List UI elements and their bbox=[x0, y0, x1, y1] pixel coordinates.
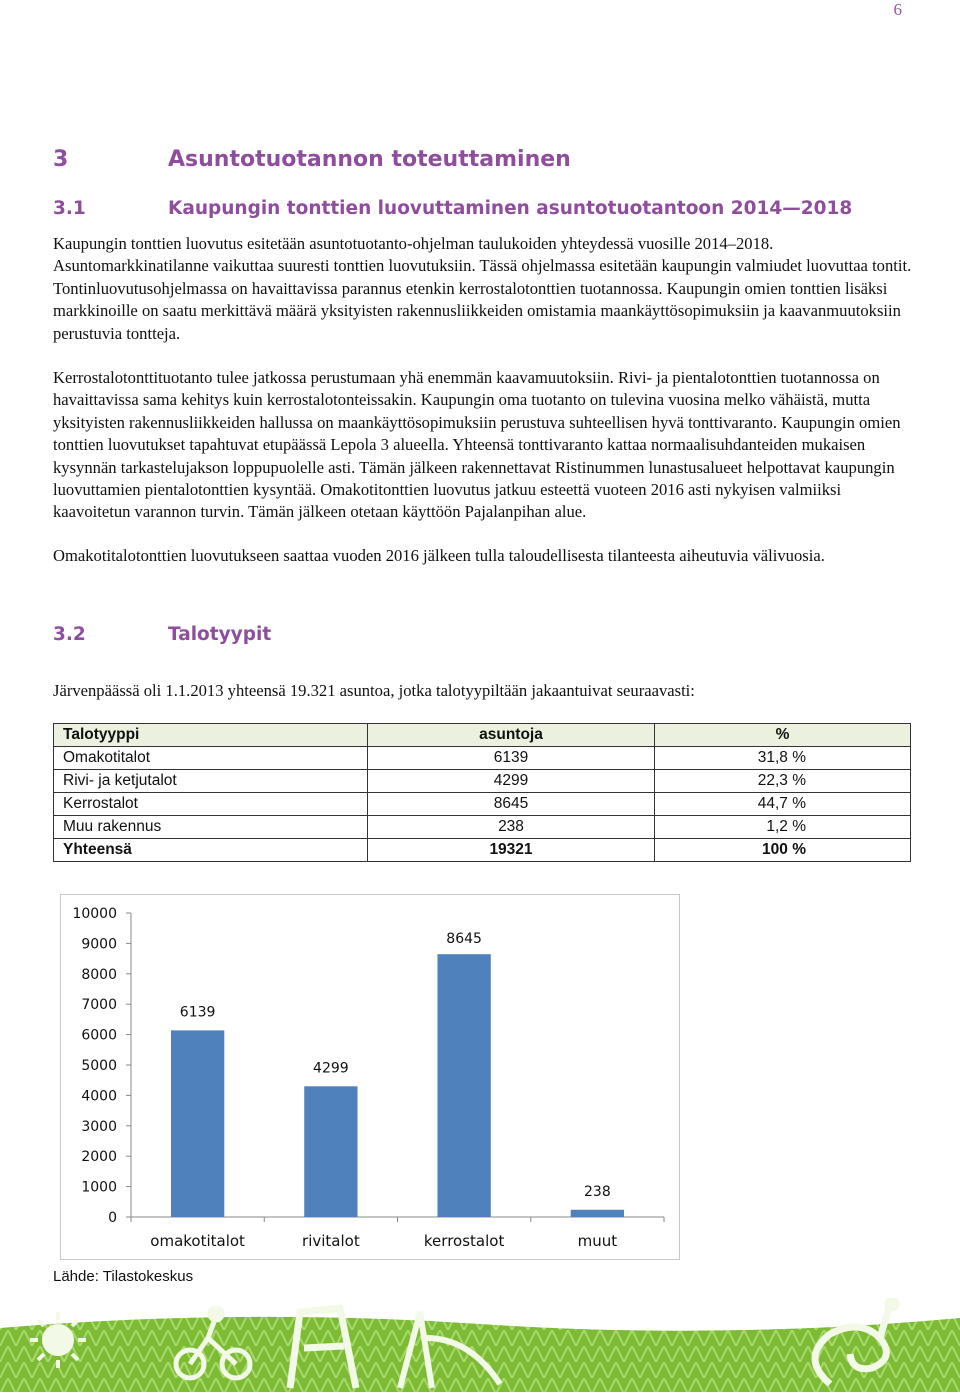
heading-1-number: 3 bbox=[53, 147, 69, 172]
data-label: 8645 bbox=[446, 931, 482, 947]
table-cell: Omakotitalot bbox=[54, 747, 368, 770]
footer-band-svg bbox=[0, 1298, 960, 1392]
heading-1 bbox=[53, 147, 571, 172]
category-label: rivitalot bbox=[302, 1232, 360, 1250]
y-tick-label: 7000 bbox=[81, 997, 117, 1014]
y-tick-label: 1000 bbox=[81, 1179, 117, 1196]
y-tick-label: 10000 bbox=[72, 906, 117, 922]
table-row bbox=[54, 816, 911, 839]
heading-2a-number: 3.1 bbox=[53, 198, 86, 219]
intro-sentence: Järvenpäässä oli 1.1.2013 yhteensä 19.321 asuntoa, jotka talotyypiltään jakaantuivat seuraavasti: bbox=[53, 681, 695, 700]
data-label: 6139 bbox=[179, 1004, 216, 1021]
heading-2-luovuttaminen bbox=[53, 198, 852, 219]
y-tick-label: 3000 bbox=[81, 1118, 117, 1135]
table-total-row bbox=[54, 839, 911, 862]
table-cell: 6139 bbox=[368, 747, 655, 770]
table-header-cell: Talotyyppi bbox=[54, 724, 368, 747]
table-cell: 4299 bbox=[368, 770, 655, 793]
table-cell: Rivi- ja ketjutalot bbox=[54, 770, 368, 793]
category-label: kerrostalot bbox=[423, 1232, 505, 1250]
data-label: 238 bbox=[584, 1183, 611, 1200]
table-header-cell: % bbox=[655, 724, 911, 747]
heading-2-talotyypit bbox=[53, 624, 271, 645]
table-cell: 238 bbox=[368, 816, 655, 839]
y-tick-label: 9000 bbox=[81, 936, 117, 953]
page-number: 6 bbox=[893, 0, 902, 19]
bar-chart-svg bbox=[61, 895, 681, 1261]
paragraph-2: Kerrostalotonttituotanto tulee jatkossa perustumaan yhä enemmän kaavamuutoksiin. Rivi- ja pientalotonttien tuotannossa on havaittavissa sama kehitys kuin kerrostalotonteissakin. Kaupungin oma tuotanto on tulevina vuosina melko vähäistä, mutta yksityisten rakennusliikkeiden hallussa on maankäyttösopimuksiin perustuva suhteellisen hyvä tonttivaranto. Kaupungin omien tonttien luovutukset tapahtuvat etupäässä Lepola 3 alueella. Yhteensä tonttivaranto kattaa normaalisuhdanteiden mukaisen kysynnän tarkastelujakson loppupuolelle asti. Tämän jälkeen rakennettavat Ristinummen lunastusalueet helpottavat kaupungin luovuttamien pientalotonttien kysyntää. Omakotitonttien luovutus jatkuu esteettä vuoteen 2016 asti nykyisen valmiiksi kaavoitetun varannon turvin. Tämän jälkeen otetaan käyttöön Pajalanpihan alue. bbox=[53, 368, 901, 522]
table-cell: 44,7 % bbox=[655, 793, 911, 816]
source-note: Lähde: Tilastokeskus bbox=[53, 1268, 194, 1285]
table-row bbox=[54, 747, 911, 770]
y-tick-label: 4000 bbox=[81, 1088, 117, 1105]
paragraph-3: Omakotitalotonttien luovutukseen saattaa vuoden 2016 jälkeen tulla taloudellisesta tilanteesta aiheutuvia välivuosia. bbox=[53, 546, 825, 565]
bar bbox=[304, 1086, 357, 1217]
bar bbox=[171, 1030, 224, 1217]
table-header-row bbox=[54, 724, 911, 747]
y-tick-label: 2000 bbox=[81, 1149, 117, 1166]
footer-decoration bbox=[0, 1298, 960, 1392]
table-cell: 8645 bbox=[368, 793, 655, 816]
housing-bar-chart bbox=[60, 894, 680, 1260]
table-cell: Muu rakennus bbox=[54, 816, 368, 839]
table-cell: 31,8 % bbox=[655, 747, 911, 770]
y-tick-label: 5000 bbox=[81, 1058, 117, 1074]
heading-2b-title: Talotyypit bbox=[168, 624, 272, 645]
category-label: omakotitalot bbox=[150, 1232, 245, 1250]
table-total-cell: 19321 bbox=[368, 839, 655, 862]
heading-2a-title: Kaupungin tonttien luovuttaminen asuntotuotantoon 2014—2018 bbox=[168, 198, 853, 219]
table-cell: 1,2 % bbox=[655, 816, 911, 839]
table-cell: Kerrostalot bbox=[54, 793, 368, 816]
bar bbox=[437, 954, 490, 1217]
housing-type-table bbox=[53, 723, 911, 862]
y-tick-label: 6000 bbox=[81, 1027, 117, 1044]
table-row bbox=[54, 770, 911, 793]
y-tick-label: 8000 bbox=[81, 966, 117, 983]
heading-2b-number: 3.2 bbox=[53, 624, 86, 645]
bar bbox=[571, 1210, 624, 1217]
table-header-cell: asuntoja bbox=[368, 724, 655, 747]
heading-1-title: Asuntotuotannon toteuttaminen bbox=[168, 147, 571, 172]
y-tick-label: 0 bbox=[108, 1210, 117, 1226]
table-row bbox=[54, 793, 911, 816]
table-total-cell: 100 % bbox=[655, 839, 911, 862]
category-label: muut bbox=[577, 1232, 618, 1250]
data-label: 4299 bbox=[313, 1060, 349, 1077]
paragraph-1: Kaupungin tonttien luovutus esitetään asuntotuotanto-ohjelman taulukoiden yhteydessä vuosille 2014–2018. Asuntomarkkinatilanne vaikuttaa suuresti tonttien luovutuksiin. Tässä ohjelmassa esitetään kaupungin valmiudet luovuttaa tontit. Tontinluovutusohjelmassa on havaittavissa parannus etenkin kerrostalotonttien tuotannossa. Kaupungin omien tonttien lisäksi markkinoille on saatu merkittävä määrä yksityisten rakennusliikkeiden omistamia maankäyttösopimuksiin ja kaavanmuutoksiin perustuvia tontteja. bbox=[53, 234, 912, 343]
table-total-cell: Yhteensä bbox=[54, 839, 368, 862]
table-cell: 22,3 % bbox=[655, 770, 911, 793]
